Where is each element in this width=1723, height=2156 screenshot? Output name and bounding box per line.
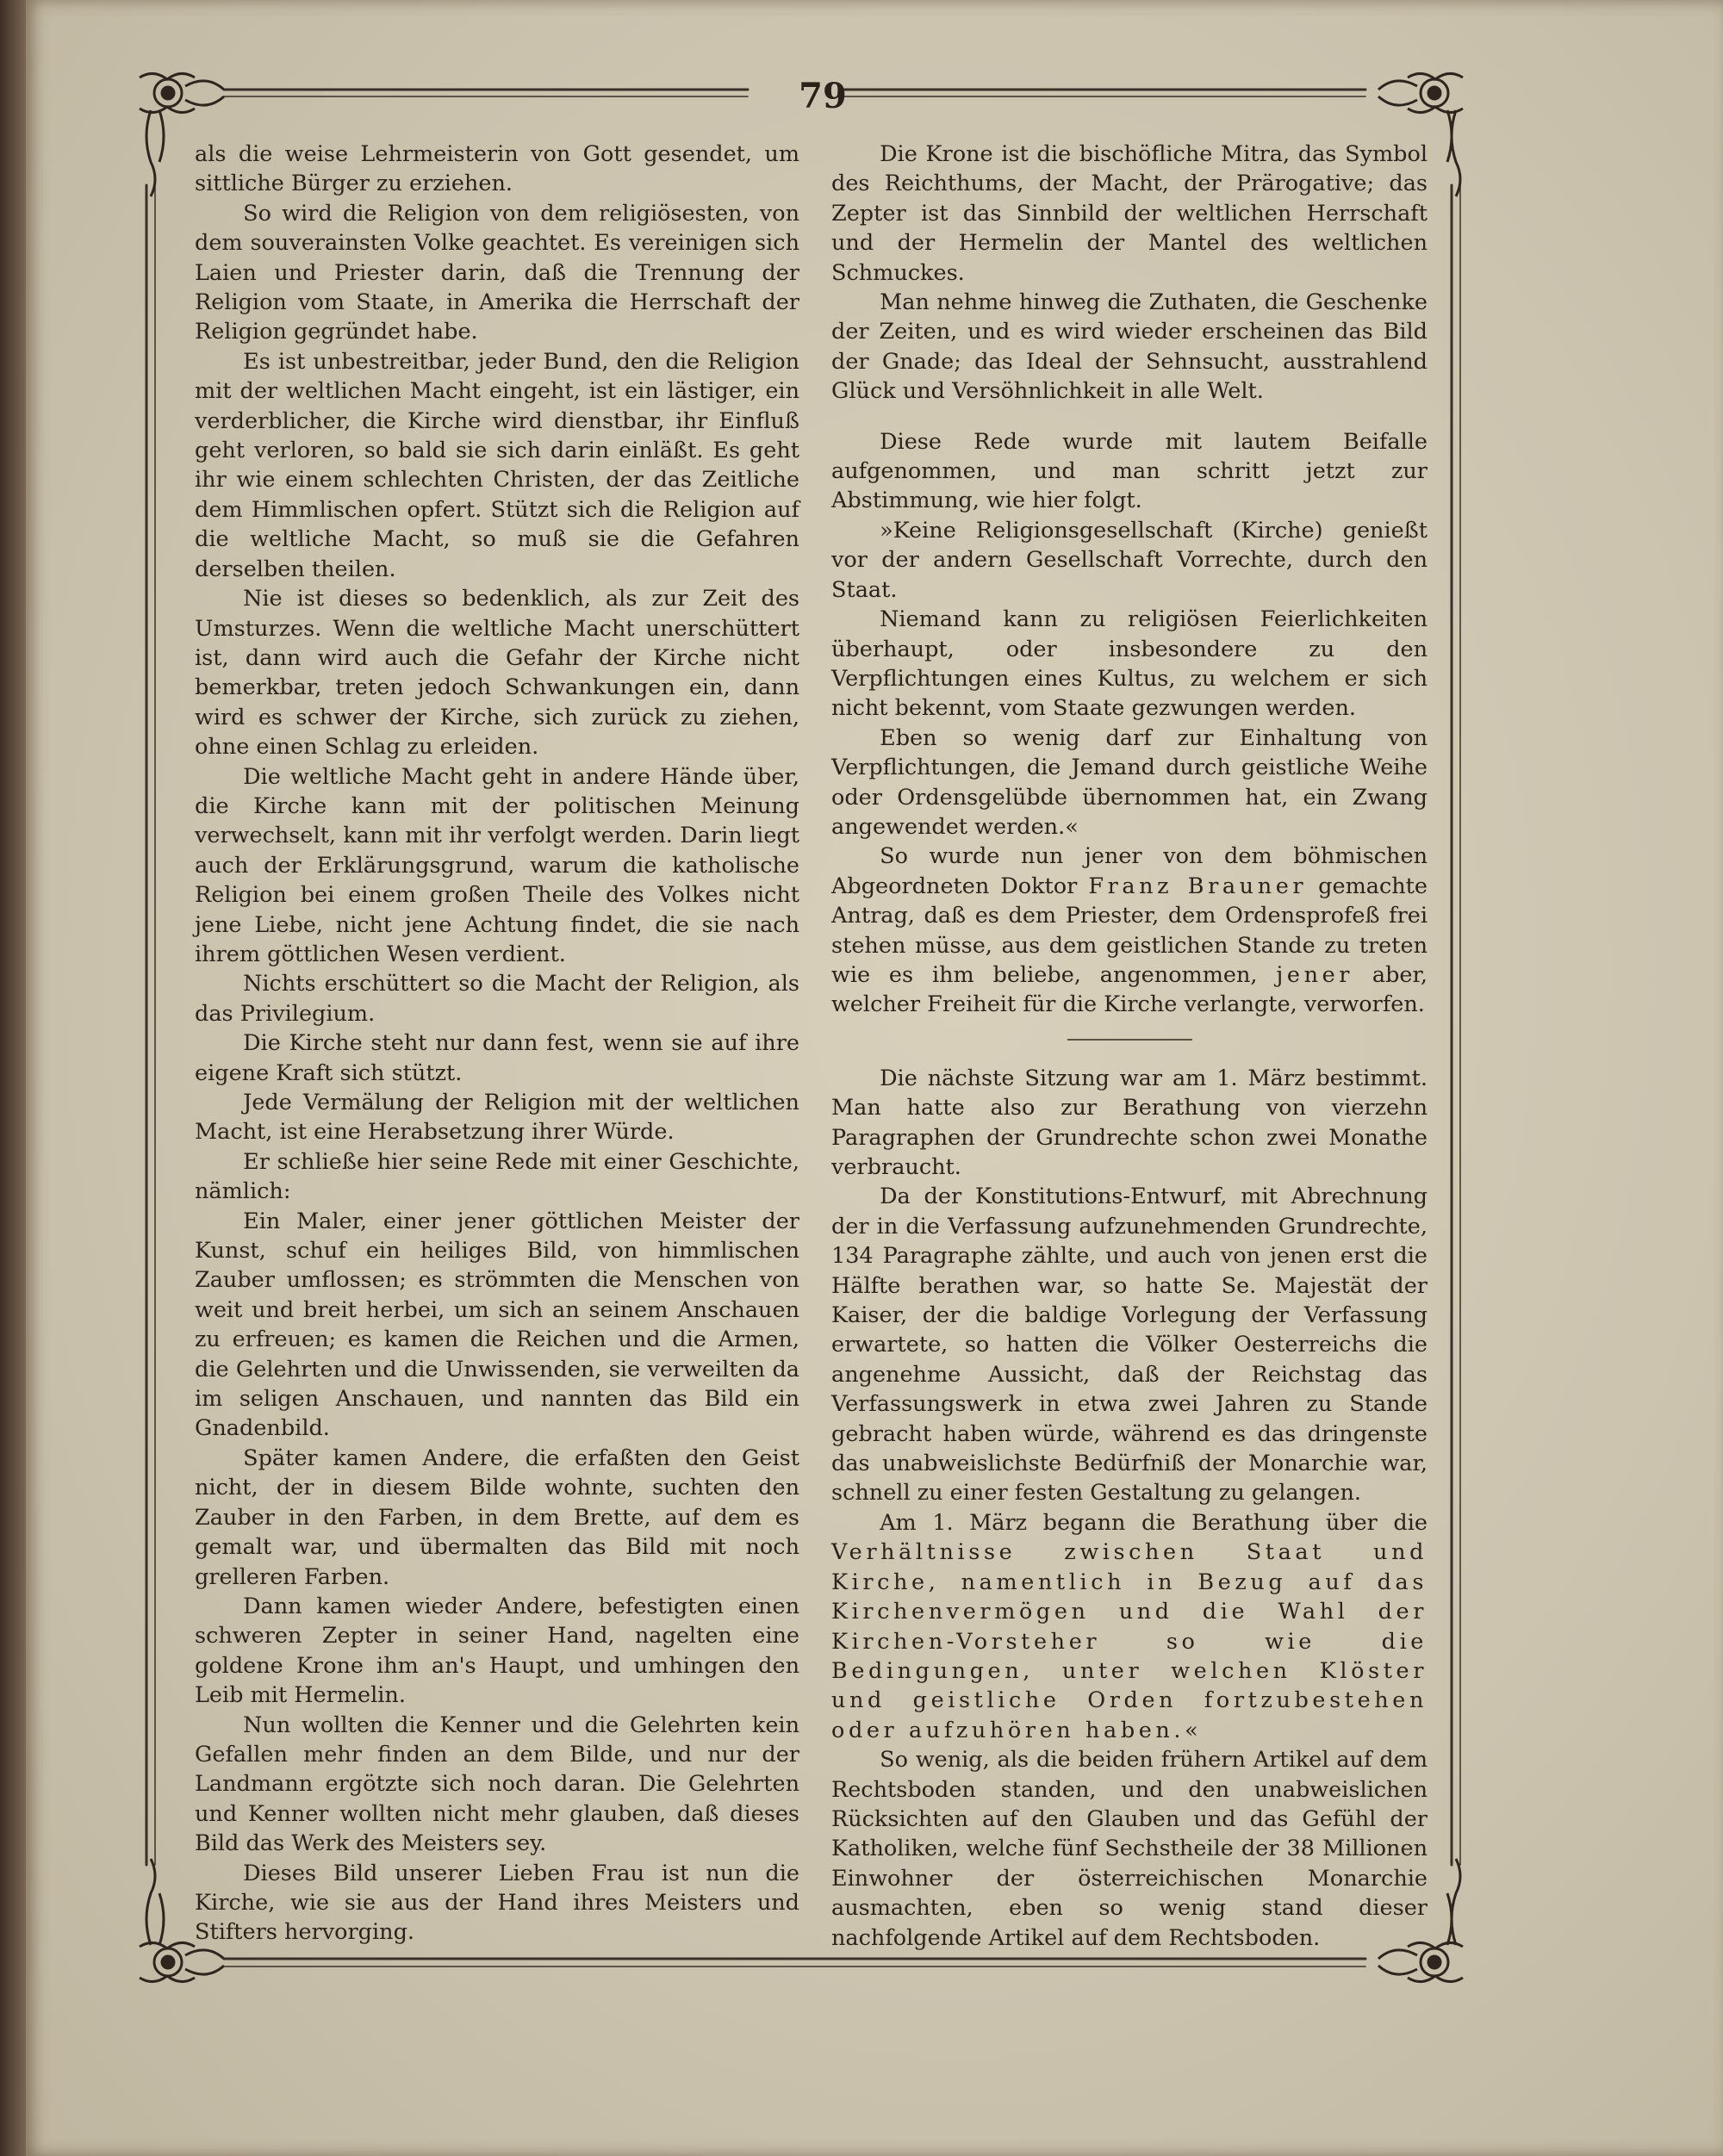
text-run: So wurde nun jener von dem böhmischen Abgeordneten Doktor <box>831 843 1428 899</box>
left-text-column <box>195 140 799 1948</box>
paragraph: Dieses Bild unserer Lieben Frau ist nun die Kirche, wie sie aus der Hand ihres Meisters und Stifters hervorging. <box>195 1860 799 1946</box>
right-text-column <box>831 140 1428 1953</box>
text-run: gemachte Antrag, daß es dem Priester, dem Ordensprofeß frei stehen müsse, aus dem geistlichen Stande zu treten wie es ihm beliebe, angenommen, <box>831 873 1428 988</box>
text-run: Am 1. März begann die Berathung über die <box>880 1509 1428 1536</box>
paragraph: Jede Vermälung der Religion mit der weltlichen Macht, ist eine Herabsetzung ihrer Würde. <box>195 1090 799 1146</box>
paragraph: Nie ist dieses so bedenklich, als zur Zeit des Umsturzes. Wenn die weltliche Macht unerschüttert ist, dann wird auch die Gefahr der Kirche nicht bemerkbar, treten jedoch Schwankungen ein, dann wird es schwer der Kirche, sich zurück zu ziehen, ohne einen Schlag zu erleiden. <box>195 586 799 761</box>
paragraph: Da der Konstitutions-Entwurf, mit Abrechnung der in die Verfassung aufzunehmenden Grundrechte, 134 Paragraphe zählte, und auch von jenen erst die Hälfte berathen war, so hatte Se. Majestät der Kaiser, der die baldige Vorlegung der Verfassung erwartete, so hatten die Völker Oesterreichs die angenehme Aussicht, daß der Reichstag das Verfassungswerk in etwa zwei Jahren zu Stande gebracht haben würde, während es das dringenste das unabweislichste Bedürfniß der Monarchie war, schnell zu einer festen Gestaltung zu gelangen. <box>831 1184 1428 1507</box>
paragraph: Er schließe hier seine Rede mit einer Geschichte, nämlich: <box>195 1148 799 1205</box>
spaced-name: Franz Brauner <box>1088 873 1308 899</box>
section-separator-rule <box>1067 1039 1192 1041</box>
paragraph-spacer <box>831 407 1428 427</box>
paragraph: Dann kamen wieder Andere, befestigten einen schweren Zepter in seiner Hand, nagelten eine goldene Krone ihm an's Haupt, und umhingen den Leib mit Hermelin. <box>195 1593 799 1709</box>
paragraph: Ein Maler, einer jener göttlichen Meister der Kunst, schuf ein heiliges Bild, von himmlischen Zauber umflossen; es strömmten die Menschen von weit und breit herbei, um sich an seinem Anschauen zu erfreuen; es kamen die Reichen und die Armen, die Gelehrten und die Unwissenden, sie verweilten da im seligen Anschauen, und nannten das Bild ein Gnadenbild. <box>195 1208 799 1442</box>
paragraph: Diese Rede wurde mit lautem Beifalle aufgenommen, und man schritt jetzt zur Abstimmung, wie hier folgt. <box>831 428 1428 514</box>
paragraph: Eben so wenig darf zur Einhaltung von Verpflichtungen, die Jemand durch geistliche Weihe oder Ordensgelübde übernommen hat, ein Zwang angewendet werden.« <box>831 724 1428 840</box>
paragraph: Man nehme hinweg die Zuthaten, die Geschenke der Zeiten, und es wird wieder erscheinen das Bild der Gnade; das Ideal der Sehnsucht, ausstrahlend Glück und Versöhnlichkeit in alle Welt. <box>831 289 1428 405</box>
paragraph: Später kamen Andere, die erfaßten den Geist nicht, der in diesem Bilde wohnte, suchten den Zauber in den Farben, in dem Brette, auf dem es gemalt war, und übermalten das Bild mit noch grelleren Farben. <box>195 1445 799 1590</box>
paragraph: Die weltliche Macht geht in andere Hände über, die Kirche kann mit der politischen Meinung verwechselt, kann mit ihr verfolgt werden. Darin liegt auch der Erklärungsgrund, warum die katholische Religion bei einem großen Theile des Volkes nicht jene Liebe, nicht jene Achtung findet, die sie nach ihrem göttlichen Wesen verdient. <box>195 763 799 967</box>
paragraph: Die Krone ist die bischöfliche Mitra, das Symbol des Reichthums, der Macht, der Prärogative; das Zepter ist das Sinnbild der weltlichen Herrschaft und der Hermelin der Mantel des weltlichen Schmuckes. <box>831 141 1428 286</box>
paragraph-maerz <box>831 1508 1428 1745</box>
book-page <box>26 0 1723 2156</box>
paragraph: Es ist unbestreitbar, jeder Bund, den die Religion mit der weltlichen Macht eingeht, ist ein lästiger, ein verderblicher, die Kirche wird dienstbar, ihr Einfluß geht verloren, so bald sie sich darin einläßt. Es geht ihr wie einem schlechten Christen, der das Zeitliche dem Himmlischen opfert. Stützt sich die Religion auf die weltliche Macht, so muß sie die Gefahren derselben theilen. <box>195 348 799 582</box>
paragraph: Niemand kann zu religiösen Feierlichkeiten überhaupt, oder insbesondere zu den Verpflichtungen eines Kultus, zu welchem er sich nicht bekennt, vom Staate gezwungen werden. <box>831 606 1428 722</box>
paragraph: Nichts erschüttert so die Macht der Religion, als das Privilegium. <box>195 971 799 1027</box>
paragraph: So wenig, als die beiden frühern Artikel auf dem Rechtsboden standen, und den unabweislichen Rücksichten auf den Glauben und das Gefühl der Katholiken, welche fünf Sechstheile der 38 Millionen Einwohner der österreichischen Monarchie ausmachten, eben so wenig stand dieser nachfolgende Artikel auf dem Rechtsboden. <box>831 1747 1428 1951</box>
paragraph: Die Kirche steht nur dann fest, wenn sie auf ihre eigene Kraft sich stützt. <box>195 1030 799 1086</box>
page-number: 79 <box>799 76 847 116</box>
section-gap <box>831 1020 1428 1039</box>
text-run: aber, welcher Freiheit für die Kirche verlangte, verworfen. <box>831 961 1428 1018</box>
paragraph-brauner <box>831 842 1428 1019</box>
spaced-word: jener <box>1276 961 1354 988</box>
paragraph: Nun wollten die Kenner und die Gelehrten kein Gefallen mehr finden an dem Bilde, und nur der Landmann ergötzte sich noch daran. Die Gelehrten und Kenner wollten nicht mehr glauben, daß dieses Bild das Werk des Meisters sey. <box>195 1712 799 1857</box>
spaced-text: Verhältnisse zwischen Staat und Kirche, namentlich in Bezug auf das Kirchenvermögen und die Wahl der Kirchen-Vorsteher so wie die Bedingungen, unter welchen Klöster und geistliche Orden fortzubestehen oder aufzuhören haben.« <box>831 1539 1428 1743</box>
paragraph: als die weise Lehrmeisterin von Gott gesendet, um sittliche Bürger zu erziehen. <box>195 141 799 197</box>
paragraph: »Keine Religionsgesellschaft (Kirche) genießt vor der andern Gesellschaft Vorrechte, durch den Staat. <box>831 517 1428 603</box>
paragraph: Die nächste Sitzung war am 1. März bestimmt. Man hatte also zur Berathung von vierzehn Paragraphen der Grundrechte schon zwei Monathe verbraucht. <box>831 1065 1428 1180</box>
paragraph: So wird die Religion von dem religiösesten, von dem souverainsten Volke geachtet. Es vereinigen sich Laien und Priester darin, daß die Trennung der Religion vom Staate, in Amerika die Herrschaft der Religion gegründet habe. <box>195 200 799 345</box>
book-spine-shadow <box>0 0 26 2156</box>
